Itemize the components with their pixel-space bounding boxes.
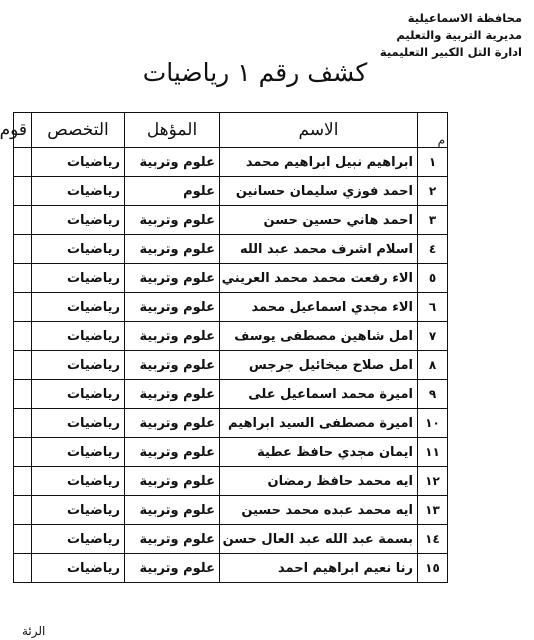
row-qualification: علوم وتربية	[125, 409, 220, 438]
row-specialization: رياضيات	[32, 206, 125, 235]
staff-table-wrapper	[0, 112, 448, 583]
row-specialization: رياضيات	[32, 264, 125, 293]
row-number: ٦	[418, 293, 448, 322]
table-row	[14, 438, 448, 467]
row-cut-cell	[14, 409, 32, 438]
row-qualification: علوم وتربية	[125, 554, 220, 583]
row-specialization: رياضيات	[32, 293, 125, 322]
row-specialization: رياضيات	[32, 177, 125, 206]
row-qualification: علوم وتربية	[125, 496, 220, 525]
row-qualification: علوم وتربية	[125, 438, 220, 467]
table-row	[14, 409, 448, 438]
row-name: امل شاهين مصطفى يوسف	[220, 322, 418, 351]
row-name: ايه محمد حافظ رمضان	[220, 467, 418, 496]
row-cut-cell	[14, 322, 32, 351]
row-name: بسمة عبد الله عبد العال حسن	[220, 525, 418, 554]
document-title: كشف رقم ١ رياضيات	[142, 58, 368, 87]
row-number: ٤	[418, 235, 448, 264]
table-row	[14, 264, 448, 293]
header-administration: ادارة التل الكبير التعليمية	[379, 45, 522, 59]
table-header-row	[14, 113, 448, 148]
row-name: رنا نعيم ابراهيم احمد	[220, 554, 418, 583]
column-header-name: الاسم	[220, 113, 418, 148]
row-specialization: رياضيات	[32, 322, 125, 351]
row-cut-cell	[14, 525, 32, 554]
header-governorate: محافظة الاسماعيلية	[407, 11, 522, 25]
row-name: ايه محمد عبده محمد حسين	[220, 496, 418, 525]
row-cut-cell	[14, 148, 32, 177]
row-specialization: رياضيات	[32, 496, 125, 525]
table-row	[14, 322, 448, 351]
row-number: ١٠	[418, 409, 448, 438]
row-cut-cell	[14, 467, 32, 496]
row-specialization: رياضيات	[32, 235, 125, 264]
column-header-qualification: المؤهل	[125, 113, 220, 148]
column-header-cut: قوم	[14, 113, 32, 148]
row-cut-cell	[14, 206, 32, 235]
row-qualification: علوم وتربية	[125, 148, 220, 177]
row-specialization: رياضيات	[32, 467, 125, 496]
row-number: ١١	[418, 438, 448, 467]
row-qualification: علوم وتربية	[125, 467, 220, 496]
staff-table	[0, 112, 448, 583]
row-qualification: علوم وتربية	[125, 235, 220, 264]
row-name: الاء رفعت محمد محمد العريني	[220, 264, 418, 293]
row-number: ١٣	[418, 496, 448, 525]
row-number: ٥	[418, 264, 448, 293]
row-name: ايمان مجدي حافظ عطية	[220, 438, 418, 467]
row-cut-cell	[14, 496, 32, 525]
table-row	[14, 380, 448, 409]
row-number: ١٥	[418, 554, 448, 583]
row-specialization: رياضيات	[32, 148, 125, 177]
table-row	[14, 496, 448, 525]
table-row	[14, 525, 448, 554]
row-cut-cell	[14, 351, 32, 380]
row-qualification: علوم وتربية	[125, 206, 220, 235]
table-body	[14, 148, 448, 583]
row-number: ١٤	[418, 525, 448, 554]
table-row	[14, 177, 448, 206]
row-qualification: علوم وتربية	[125, 380, 220, 409]
row-name: احمد هاني حسين حسن	[220, 206, 418, 235]
row-specialization: رياضيات	[32, 380, 125, 409]
row-specialization: رياضيات	[32, 409, 125, 438]
row-cut-cell	[14, 293, 32, 322]
row-number: ٧	[418, 322, 448, 351]
row-number: ٢	[418, 177, 448, 206]
row-qualification: علوم وتربية	[125, 351, 220, 380]
table-row	[14, 235, 448, 264]
row-name: اسلام اشرف محمد عبد الله	[220, 235, 418, 264]
row-specialization: رياضيات	[32, 554, 125, 583]
table-row	[14, 467, 448, 496]
column-header-number: م	[418, 113, 448, 148]
table-row	[14, 351, 448, 380]
row-cut-cell	[14, 554, 32, 583]
table-row	[14, 554, 448, 583]
row-number: ٣	[418, 206, 448, 235]
row-name: امل صلاح ميخائيل جرجس	[220, 351, 418, 380]
row-cut-cell	[14, 177, 32, 206]
column-header-specialization: التخصص	[32, 113, 125, 148]
header-block	[372, 10, 522, 61]
row-qualification: علوم وتربية	[125, 525, 220, 554]
footer-cut-text: الرئة	[22, 624, 46, 638]
row-name: ابراهيم نبيل ابراهيم محمد	[220, 148, 418, 177]
row-specialization: رياضيات	[32, 525, 125, 554]
row-qualification: علوم وتربية	[125, 264, 220, 293]
row-cut-cell	[14, 235, 32, 264]
row-cut-cell	[14, 380, 32, 409]
row-specialization: رياضيات	[32, 351, 125, 380]
row-qualification: علوم	[125, 177, 220, 206]
row-cut-cell	[14, 264, 32, 293]
row-name: الاء مجدي اسماعيل محمد	[220, 293, 418, 322]
table-row	[14, 206, 448, 235]
row-name: اميرة محمد اسماعيل على	[220, 380, 418, 409]
table-row	[14, 148, 448, 177]
header-directorate: مديرية التربية والتعليم	[396, 28, 522, 42]
row-qualification: علوم وتربية	[125, 293, 220, 322]
table-row	[14, 293, 448, 322]
row-cut-cell	[14, 438, 32, 467]
row-number: ٩	[418, 380, 448, 409]
row-name: احمد فوزي سليمان حسانين	[220, 177, 418, 206]
row-qualification: علوم وتربية	[125, 322, 220, 351]
row-specialization: رياضيات	[32, 438, 125, 467]
row-number: ٨	[418, 351, 448, 380]
row-number: ١٢	[418, 467, 448, 496]
row-name: اميرة مصطفى السيد ابراهيم	[220, 409, 418, 438]
row-number: ١	[418, 148, 448, 177]
